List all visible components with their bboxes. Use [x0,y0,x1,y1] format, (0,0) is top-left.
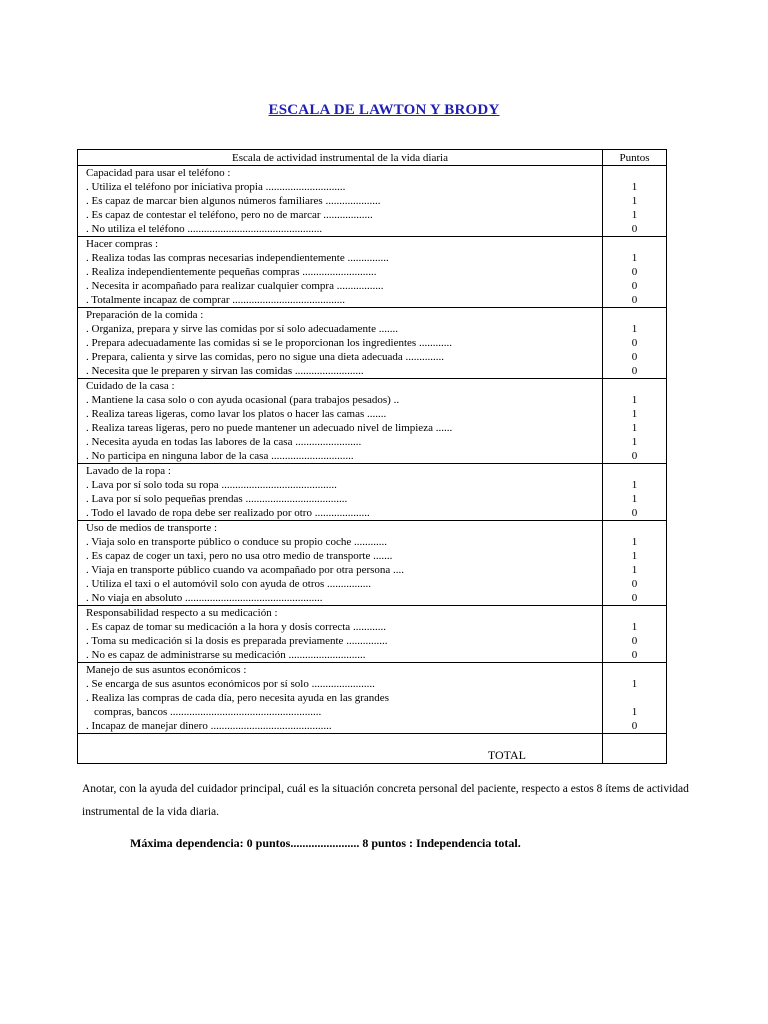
item-text: . Realiza todas las compras necesarias independientemente ............... [86,252,389,264]
item-text: . Realiza tareas ligeras, como lavar los platos o hacer las camas ....... [86,408,387,420]
document-title-text: ESCALA DE LAWTON Y BRODY [268,102,500,118]
item-points: 1 [631,564,638,576]
section-row [78,663,667,734]
item-text: . Prepara, calienta y sirve las comidas, pero no sigue una dieta adecuada .............. [86,351,444,363]
item-points: 1 [631,706,638,718]
section-points-cell [603,166,667,237]
section-title: Preparación de la comida : [86,309,204,321]
item-points: 1 [631,209,638,221]
item-text: . Toma su medicación si la dosis es preparada previamente ............... [86,635,388,647]
item-points: 0 [631,649,638,661]
section-row [78,166,667,237]
item-points: 1 [631,252,638,264]
header-activity: Escala de actividad instrumental de la vida diaria [78,150,603,166]
points-spacer [603,166,666,180]
item-points: 0 [631,294,638,306]
section-title: Lavado de la ropa : [86,465,171,477]
item-text: . Necesita que le preparen y sirvan las comidas ......................... [86,365,364,377]
section-title: Capacidad para usar el teléfono : [86,167,231,179]
item-text: . Prepara adecuadamente las comidas si se le proporcionan los ingredientes ............ [86,337,452,349]
section-points-cell [603,606,667,663]
section-points-cell [603,663,667,734]
points-spacer [603,521,666,535]
item-points: 1 [631,195,638,207]
item-points: 0 [631,337,638,349]
item-text: . No es capaz de administrarse su medicación ............................ [86,649,366,661]
section-items-cell [78,663,603,734]
item-points: 0 [631,351,638,363]
section-items-cell [78,379,603,464]
section-title: Responsabilidad respecto a su medicación : [86,607,278,619]
section-points-cell [603,237,667,308]
item-text: . Realiza independientemente pequeñas compras ........................... [86,266,377,278]
item-points: 0 [631,720,638,732]
item-text: . Es capaz de contestar el teléfono, pero no de marcar .................. [86,209,373,221]
item-text: . Lava por sí solo toda su ropa .......................................... [86,479,337,491]
item-text: . Viaja solo en transporte público o conduce su propio coche ............ [86,536,387,548]
total-value-cell [603,734,667,764]
item-points: 0 [631,365,638,377]
section-title: Manejo de sus asuntos económicos : [86,664,247,676]
section-row [78,606,667,663]
item-points: 0 [631,280,638,292]
item-points: 1 [631,408,638,420]
instruction-note: Anotar, con la ayuda del cuidador principal, cuál es la situación concreta personal del paciente, respecto a estos 8 ítems de actividad instrumental de la vida diaria. [82,783,689,818]
item-text: . Es capaz de tomar su medicación a la hora y dosis correcta ............ [86,621,386,633]
item-points [603,691,666,705]
section-items-cell [78,606,603,663]
item-points: 0 [631,223,638,235]
points-spacer [603,379,666,393]
item-text: . Realiza tareas ligeras, pero no puede mantener un adecuado nivel de limpieza ...... [86,422,453,434]
lawton-brody-table [77,149,667,764]
item-text: . Se encarga de sus asuntos económicos por sí solo ....................... [86,678,375,690]
section-title: Cuidado de la casa : [86,380,175,392]
item-points: 1 [631,550,638,562]
item-points: 1 [631,493,638,505]
section-items-cell [78,521,603,606]
item-text: compras, bancos ....................................................... [94,706,322,718]
section-items-cell [78,464,603,521]
section-row [78,379,667,464]
section-items-cell [78,308,603,379]
item-text: . Realiza las compras de cada día, pero necesita ayuda en las grandes [86,692,389,704]
item-points: 1 [631,479,638,491]
scoring-summary: Máxima dependencia: 0 puntos....................... 8 puntos : Independencia total. [130,836,521,850]
section-title: Uso de medios de transporte : [86,522,218,534]
header-points: Puntos [603,150,667,166]
item-points: 1 [631,394,638,406]
total-row [78,734,667,764]
item-text: . Utiliza el taxi o el automóvil solo con ayuda de otros ................ [86,578,372,590]
item-text: . Mantiene la casa solo o con ayuda ocasional (para trabajos pesados) .. [86,394,400,406]
section-items-cell [78,166,603,237]
points-spacer [603,663,666,677]
item-points: 1 [631,436,638,448]
item-points: 1 [631,422,638,434]
item-text: . Todo el lavado de ropa debe ser realizado por otro .................... [86,507,370,519]
points-spacer [603,606,666,620]
item-points: 1 [631,536,638,548]
item-text: . Lava por sí solo pequeñas prendas ..................................... [86,493,348,505]
item-points: 0 [631,592,638,604]
item-points: 1 [631,181,638,193]
item-text: . Necesita ir acompañado para realizar cualquier compra ................. [86,280,384,292]
item-points: 0 [631,507,638,519]
item-text: . Organiza, prepara y sirve las comidas por sí solo adecuadamente ....... [86,323,398,335]
item-points: 1 [631,678,638,690]
item-text: . Totalmente incapaz de comprar ......................................... [86,294,345,306]
item-text: . No utiliza el teléfono ................................................. [86,223,323,235]
item-text: . No participa en ninguna labor de la casa .............................. [86,450,354,462]
table-header-row [78,150,667,166]
item-text: . Es capaz de coger un taxi, pero no usa otro medio de transporte ....... [86,550,393,562]
section-row [78,237,667,308]
item-text: . Viaja en transporte público cuando va acompañado por otra persona .... [86,564,405,576]
section-row [78,308,667,379]
item-text: . Necesita ayuda en todas las labores de la casa ........................ [86,436,362,448]
section-points-cell [603,379,667,464]
item-text: . Incapaz de manejar dinero ............................................ [86,720,332,732]
item-text: . No viaja en absoluto .................................................. [86,592,323,604]
section-points-cell [603,521,667,606]
document-title [0,102,768,119]
item-points: 0 [631,266,638,278]
section-points-cell [603,464,667,521]
section-row [78,521,667,606]
points-spacer [603,308,666,322]
points-spacer [603,464,666,478]
section-items-cell [78,237,603,308]
item-points: 1 [631,323,638,335]
item-points: 0 [631,578,638,590]
total-label: TOTAL [78,734,603,764]
section-points-cell [603,308,667,379]
item-points: 0 [631,635,638,647]
item-points: 0 [631,450,638,462]
points-spacer [603,237,666,251]
item-text: . Es capaz de marcar bien algunos números familiares .................... [86,195,381,207]
item-points: 1 [631,621,638,633]
section-title: Hacer compras : [86,238,159,250]
item-text: . Utiliza el teléfono por iniciativa propia ............................. [86,181,346,193]
section-row [78,464,667,521]
